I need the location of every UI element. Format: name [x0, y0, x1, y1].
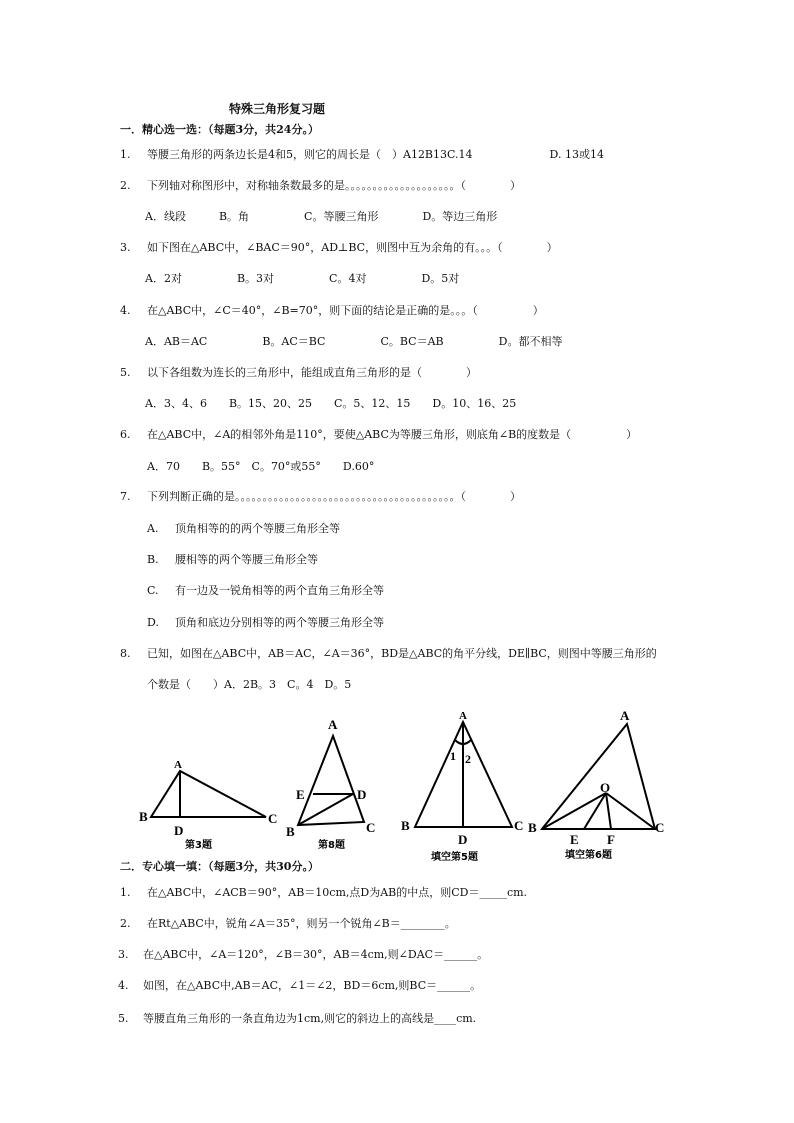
page-title: 特殊三角形复习题: [229, 102, 326, 116]
question-4-text: 在△ABC中，∠C＝40°，∠B=70°，则下面的结论是正确的是。。。（ ）: [147, 304, 544, 317]
question-2-options: A．线段 B。角 C。等腰三角形 D。等边三角形: [145, 210, 498, 223]
question-5-text: 以下各组数为连长的三角形中，能组成直角三角形的是（ ）: [147, 366, 477, 379]
section-heading-choice: 一．精心选一选：（每题3分，共24分。）: [120, 123, 319, 136]
question-4-options: A．AB＝AC B。AC＝BC C。BC＝AB D。都不相等: [145, 335, 563, 348]
question-3-text: 如下图在△ABC中，∠BAC＝90°，AD⊥BC，则图中互为余角的有。。。（ ）: [147, 241, 558, 254]
question-number: 8.: [120, 647, 131, 660]
question-number: 7.: [120, 490, 131, 503]
section-heading-fill: 二．专心填一填：（每题3分，共30分。）: [120, 860, 319, 873]
fill5-caption: 填空第5题: [431, 852, 478, 863]
fill6-label-b: B: [528, 820, 537, 835]
fig8-label-a: A: [328, 717, 338, 732]
option-label: B.: [147, 553, 159, 566]
question-7-text: 下列判断正确的是。。。。。。。。。。。。。。。。。。。。。。。。。。。。。。。。。。。。。。。。（ ）: [147, 490, 521, 503]
fig3-label-b: B: [139, 809, 148, 824]
option-label: A.: [147, 522, 159, 535]
question-number: 6.: [120, 428, 131, 441]
question-2-text: 下列轴对称图形中，对称轴条数最多的是。。。。。。。。。。。。。。。。。。。。（ ）: [147, 179, 521, 192]
fill6-label-a: A: [620, 708, 630, 723]
fill5-label-d: D: [458, 832, 468, 847]
question-number: 2.: [120, 179, 131, 192]
fill5-angle-1: 1: [450, 749, 456, 763]
fill5-angle-2: 2: [465, 752, 471, 766]
question-number: 5.: [118, 1012, 129, 1025]
question-number: 5.: [120, 366, 131, 379]
question-8-options: 个数是（ ）A．2B。3 C。4 D。5: [147, 678, 352, 691]
question-7-option-a: 顶角相等的的两个等腰三角形全等: [175, 522, 340, 535]
fill-question-5-text: 等腰直角三角形的一条直角边为1cm,则它的斜边上的高线是____cm.: [143, 1012, 477, 1025]
fill6-label-f: F: [607, 832, 615, 847]
fig3-caption: 第3题: [185, 840, 212, 851]
question-number: 3.: [120, 241, 131, 254]
fill-question-4-text: 如图，在△ABC中,AB＝AC，∠1＝∠2，BD＝6cm,则BC＝______。: [143, 979, 482, 992]
option-label: D.: [147, 616, 159, 629]
fill5-label-a: A: [459, 710, 467, 722]
question-1-text: 等腰三角形的两条边长是4和5，则它的周长是（ ）A12B13C.14 D. 13或14: [147, 148, 604, 161]
fill6-caption: 填空第6题: [565, 850, 612, 861]
fill6-label-e: E: [570, 832, 579, 847]
fig8-label-e: E: [296, 787, 305, 802]
fill-question-3-text: 在△ABC中，∠A＝120°，∠B＝30°，AB＝4cm,则∠DAC＝______。: [143, 948, 489, 961]
fig8-label-b: B: [286, 824, 295, 839]
fig3-label-a: A: [174, 759, 182, 771]
fill-question-1-text: 在△ABC中，∠ACB＝90°，AB＝10cm,点D为AB的中点，则CD＝_____cm.: [147, 886, 528, 899]
question-number: 1.: [120, 148, 131, 161]
fill-question-2-text: 在Rt△ABC中，锐角∠A＝35°，则另一个锐角∠B＝________。: [147, 917, 456, 930]
fig3-label-d: D: [174, 823, 184, 838]
question-number: 4.: [118, 979, 129, 992]
question-number: 2.: [120, 917, 131, 930]
fill6-label-o: O: [600, 780, 611, 795]
question-number: 3.: [118, 948, 129, 961]
fill6-label-c: C: [655, 820, 665, 835]
fig8-label-c: C: [366, 820, 376, 835]
question-7-option-c: 有一边及一锐角相等的两个直角三角形全等: [175, 584, 384, 597]
question-number: 1.: [120, 886, 131, 899]
fill5-label-b: B: [401, 818, 410, 833]
question-number: 4.: [120, 304, 131, 317]
question-7-option-b: 腰相等的两个等腰三角形全等: [175, 553, 318, 566]
fig8-label-d: D: [357, 787, 367, 802]
question-6-text: 在△ABC中，∠A的相邻外角是110°，要使△ABC为等腰三角形，则底角∠B的度数是（ ）: [147, 428, 638, 441]
question-8-text: 已知，如图在△ABC中，AB＝AC，∠A＝36°，BD是△ABC的角平分线，DE∥BC，则图中等腰三角形的: [147, 647, 657, 660]
question-6-options: A．70 B。55° C。70°或55° D.60°: [147, 460, 375, 473]
question-5-options: A．3、4、6 B。15、20、25 C。5、12、15 D。10、16、25: [145, 397, 517, 410]
fill5-label-c: C: [514, 818, 524, 833]
fig3-label-c: C: [268, 811, 278, 826]
fig8-caption: 第8题: [318, 840, 345, 851]
question-7-option-d: 顶角和底边分别相等的两个等腰三角形全等: [175, 616, 384, 629]
question-3-options: A．2对 B。3对 C。4对 D。5对: [145, 272, 460, 285]
option-label: C.: [147, 584, 159, 597]
